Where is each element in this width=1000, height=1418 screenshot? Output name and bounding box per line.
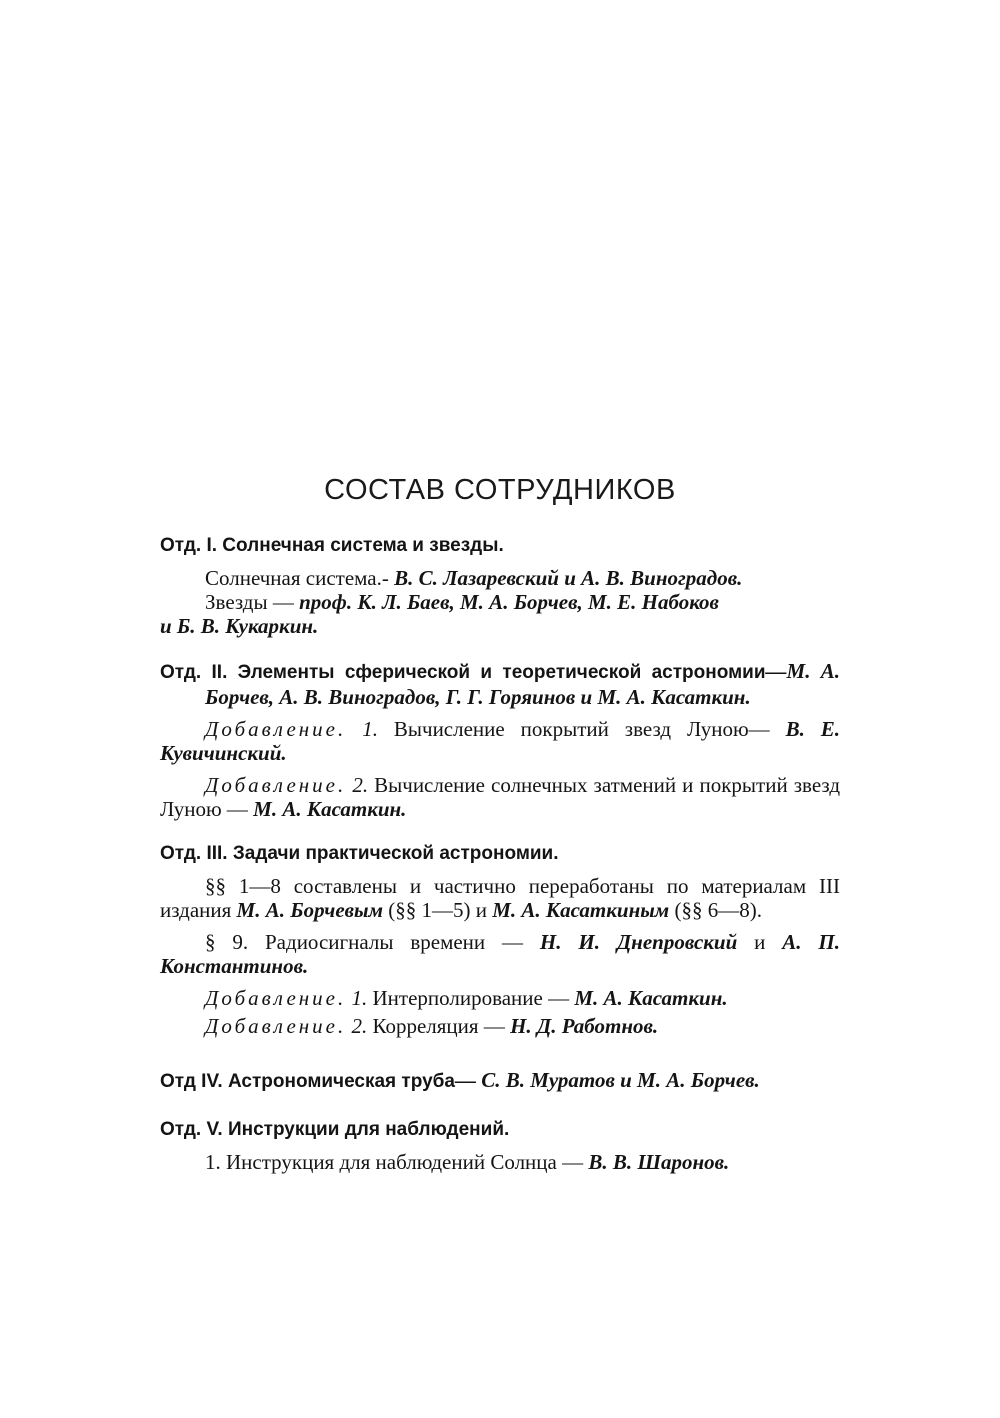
addendum-1: Добавление. 1. Вычисление покрытий звезд Луною— В. Е. Кувичинский. xyxy=(160,717,841,765)
authors: М. А. Касаткиным xyxy=(492,898,670,922)
section-1 xyxy=(160,534,840,638)
section-heading: Отд IV. Астрономическая труба— С. В. Муратов и М. А. Борчев. xyxy=(160,1068,760,1092)
addendum-1: Добавление. 1. Интерполирование — М. А. Касаткин. xyxy=(205,986,728,1010)
authors: — С. В. Муратов и М. А. Борчев. xyxy=(454,1068,760,1092)
section-heading: Отд. II. Элементы сферической и теоретической астрономии—М. А. Борчев, А. В. Виноградов, Г. Г. Горяинов и М. А. Касаткин. xyxy=(160,659,841,709)
section-4 xyxy=(160,1068,840,1094)
authors: М. А. Касаткин. xyxy=(253,797,407,821)
section-3 xyxy=(160,842,840,1038)
authors: и Б. В. Кукаркин. xyxy=(160,614,319,638)
authors: Н. Д. Работнов. xyxy=(510,1014,659,1038)
authors: М. А. Борчевым xyxy=(236,898,383,922)
section-heading: Отд. III. Задачи практической астрономии. xyxy=(160,843,559,864)
addendum-2: Добавление. 2. Корреляция — Н. Д. Работнов. xyxy=(205,1014,659,1038)
section-1-line-1: Солнечная система.- В. С. Лазаревский и А. В. Виноградов. xyxy=(205,566,743,590)
authors: —М. А. Борчев, А. В. Виноградов, Г. Г. Горяинов и М. А. Касаткин. xyxy=(205,659,841,709)
page-title: СОСТАВ СОТРУДНИКОВ xyxy=(324,474,676,506)
section-heading: Отд. V. Инструкции для наблюдений. xyxy=(160,1119,510,1140)
contributors-list xyxy=(160,534,840,1174)
authors: В. Е. Кувичинский. xyxy=(160,717,841,765)
authors: В. С. Лазаревский и А. В. Виноградов. xyxy=(394,566,743,590)
addendum-2: Добавление. 2. Вычисление солнечных затмений и покрытий звезд Луною — М. А. Касаткин. xyxy=(160,773,841,821)
authors: В. В. Шаронов. xyxy=(588,1150,730,1174)
authors: М. А. Касаткин. xyxy=(574,986,728,1010)
section-5 xyxy=(160,1118,840,1174)
section-2 xyxy=(160,659,840,821)
section-3-paragraph-1: §§ 1—8 составлены и частично переработаны по материалам III издания М. А. Борчевым (§§ 1—5) и М. А. Касаткиным (§§ 6—8). xyxy=(160,874,840,922)
authors: проф. К. Л. Баев, М. А. Борчев, М. Е. Набоков xyxy=(299,590,719,614)
section-5-item-1: 1. Инструкция для наблюдений Солнца — В. В. Шаронов. xyxy=(205,1150,730,1174)
section-1-line-2: Звезды — проф. К. Л. Баев, М. А. Борчев, М. Е. Набоков xyxy=(205,590,719,614)
authors: Н. И. Днепровский xyxy=(539,930,738,954)
section-heading: Отд. I. Солнечная система и звезды. xyxy=(160,535,504,556)
section-3-paragraph-2: § 9. Радиосигналы времени — Н. И. Днепровский и А. П. Константинов. xyxy=(160,930,840,978)
section-1-line-3 xyxy=(160,614,840,638)
authors: А. П. Константинов. xyxy=(160,930,840,978)
